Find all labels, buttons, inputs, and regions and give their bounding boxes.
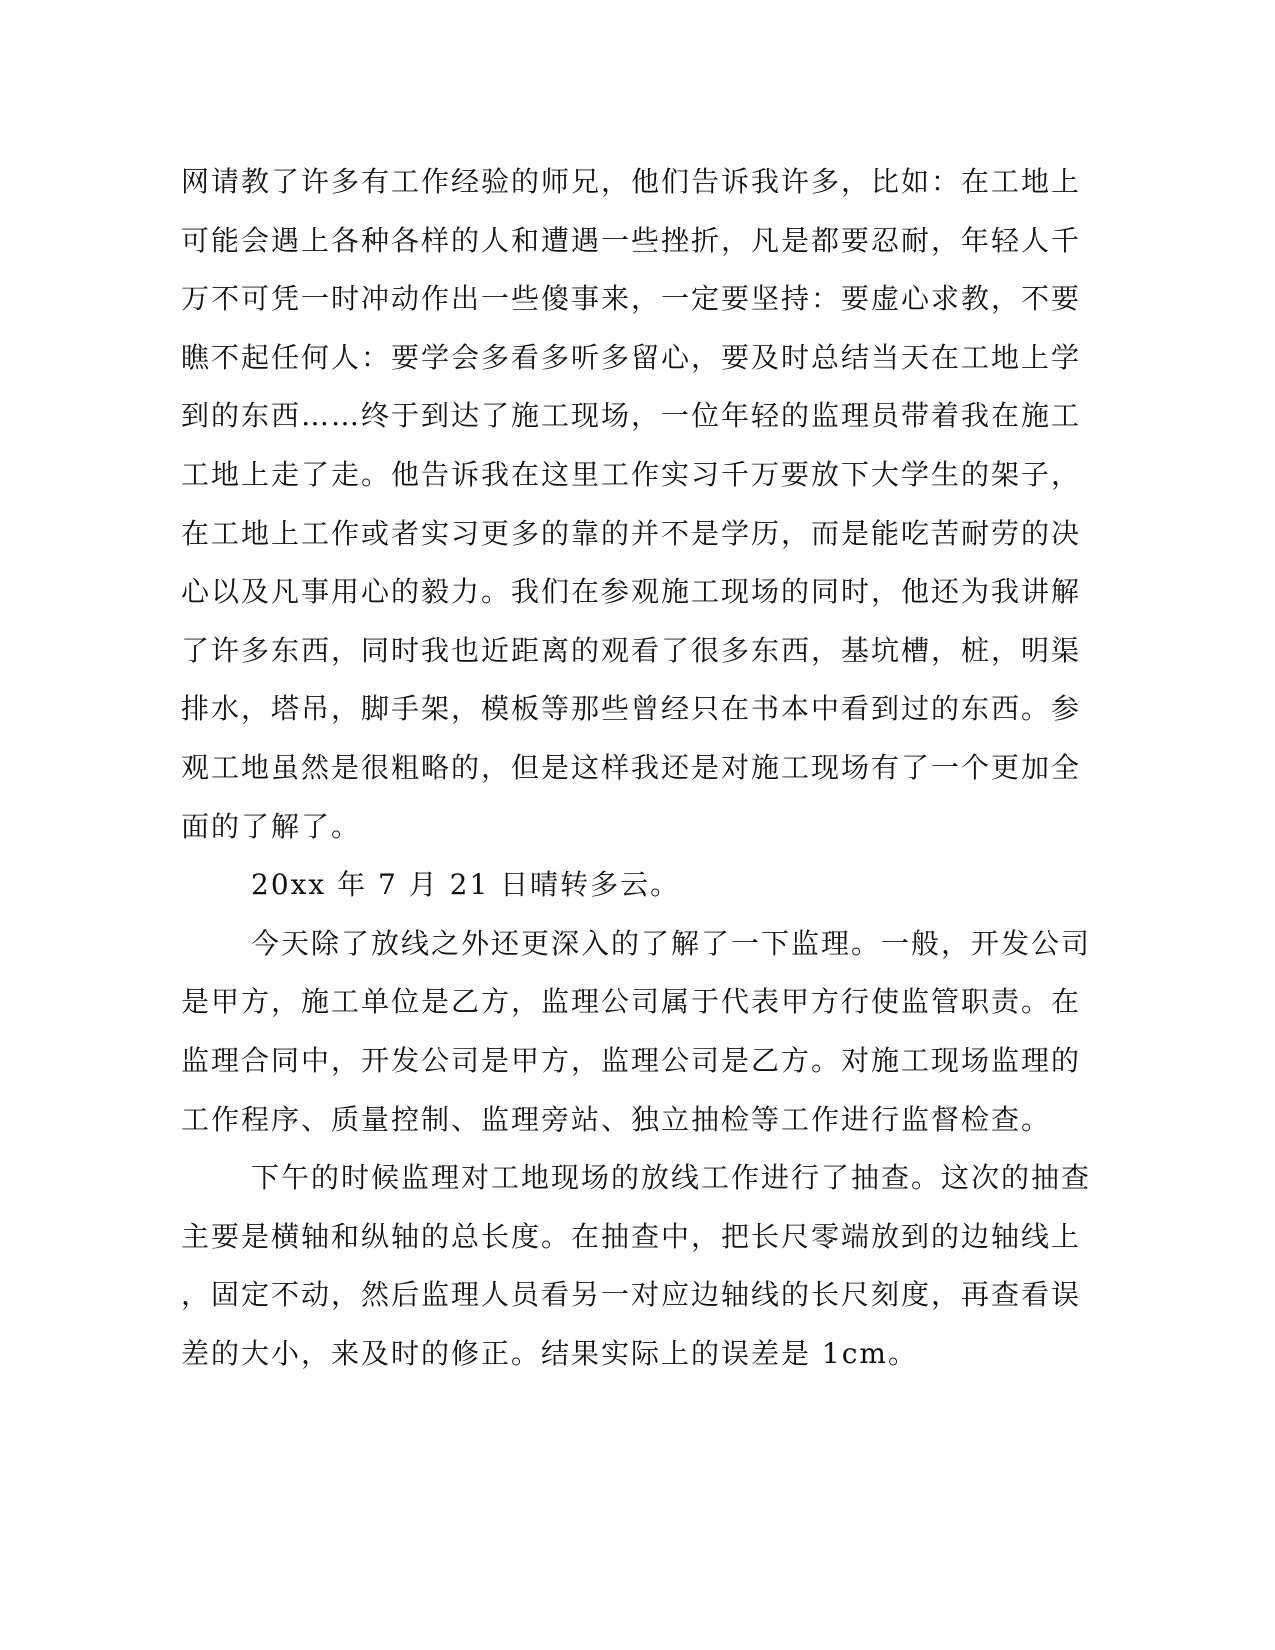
paragraph-1-line: 网请教了许多有工作经验的师兄，他们告诉我许多，比如：在工地上 xyxy=(181,165,1082,198)
document-body xyxy=(181,160,1092,1390)
paragraph-2-line: 工作程序、质量控制、监理旁站、独立抽检等工作进行监督检查。 xyxy=(181,1102,1052,1136)
paragraph-2-line: 今天除了放线之外还更深入的了解了一下监理。一般，开发公司 xyxy=(251,926,1092,960)
date-line: 20xx 年 7 月 21 日晴转多云。 xyxy=(251,868,681,902)
paragraph-1-line: 在工地上工作或者实习更多的靠的并不是学历，而是能吃苦耐劳的决 xyxy=(181,516,1082,550)
paragraph-1-line: 瞧不起任何人：要学会多看多听多留心，要及时总结当天在工地上学 xyxy=(181,340,1082,374)
paragraph-1-line: 万不可凭一时冲动作出一些傻事来，一定要坚持：要虚心求教，不要 xyxy=(181,282,1082,316)
paragraph-3-line: 差的大小，来及时的修正。结果实际上的误差是 1cm。 xyxy=(181,1336,918,1370)
paragraph-3-line: ，固定不动，然后监理人员看另一对应边轴线的长尺刻度，再查看误 xyxy=(181,1278,1082,1312)
paragraph-2-line: 监理合同中，开发公司是甲方，监理公司是乙方。对施工现场监理的 xyxy=(181,1043,1082,1077)
paragraph-1-line: 心以及凡事用心的毅力。我们在参观施工现场的同时，他还为我讲解 xyxy=(181,575,1082,609)
paragraph-3-line: 下午的时候监理对工地现场的放线工作进行了抽查。这次的抽查 xyxy=(251,1161,1092,1195)
paragraph-2-line: 是甲方，施工单位是乙方，监理公司属于代表甲方行使监管职责。在 xyxy=(181,985,1082,1019)
paragraph-3-line: 主要是横轴和纵轴的总长度。在抽查中，把长尺零端放到的边轴线上 xyxy=(181,1219,1082,1253)
paragraph-1-line: 排水，塔吊，脚手架，模板等那些曾经只在书本中看到过的东西。参 xyxy=(181,692,1082,726)
paragraph-1-line: 观工地虽然是很粗略的，但是这样我还是对施工现场有了一个更加全 xyxy=(181,750,1082,784)
paragraph-1-line: 了许多东西，同时我也近距离的观看了很多东西，基坑槽，桩，明渠 xyxy=(181,633,1082,667)
paragraph-1-line: 工地上走了走。他告诉我在这里工作实习千万要放下大学生的架子， xyxy=(181,457,1082,491)
paragraph-1-line: 面的了解了。 xyxy=(181,809,362,843)
paragraph-1-line: 到的东西……终于到达了施工现场，一位年轻的监理员带着我在施工 xyxy=(181,399,1082,433)
paragraph-1-line: 可能会遇上各种各样的人和遭遇一些挫折，凡是都要忍耐，年轻人千 xyxy=(181,223,1082,257)
